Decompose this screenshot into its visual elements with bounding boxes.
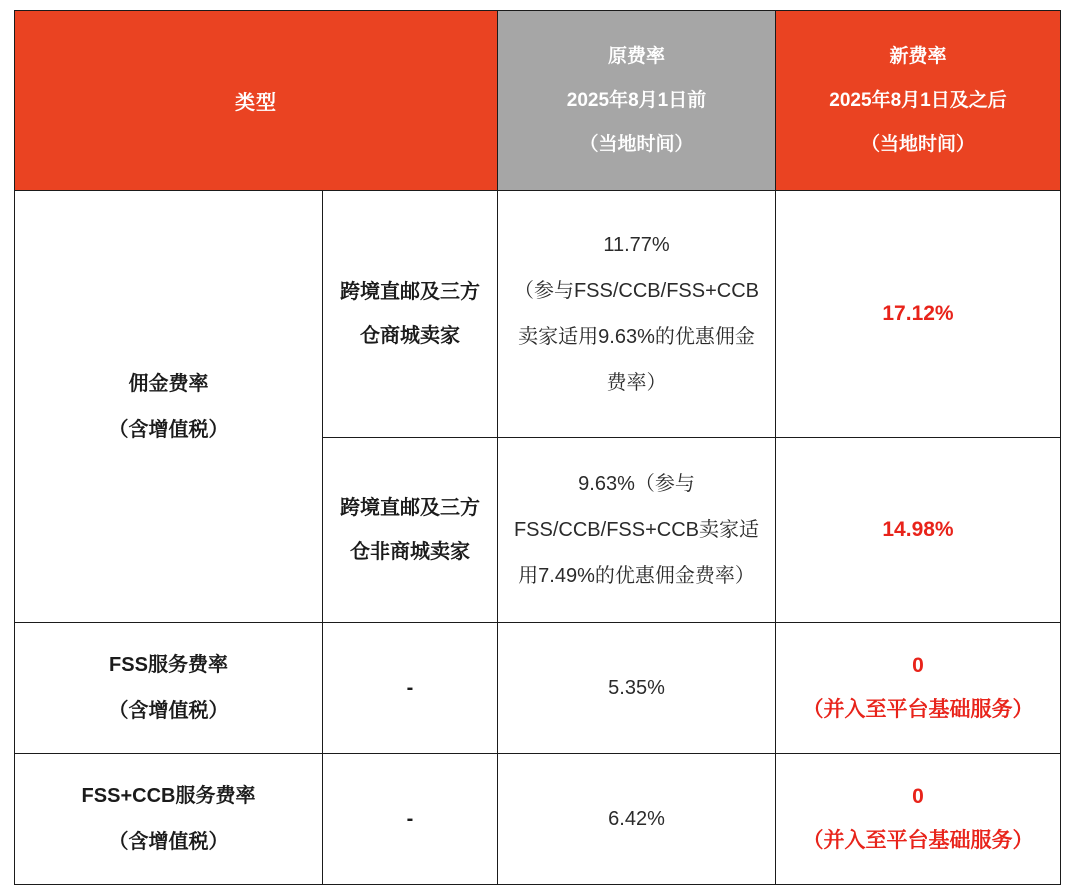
old-rate-line-3: 用7.49%的优惠佣金费率） [518,565,755,587]
header-new-rate-cell [776,11,1061,191]
subcategory-cell [323,623,498,754]
category-line-2: （含增值税） [108,418,229,441]
header-old-line-2: 2025年8月1日前 [566,89,707,111]
new-rate-line-1: 17.12% [882,302,954,325]
old-rate-line-3: 卖家适用9.63%的优惠佣金 [518,326,755,348]
old-rate-line-1: 5.35% [608,677,665,699]
header-old-line-3: （当地时间） [579,133,694,155]
subcategory-line-1: 跨境直邮及三方 [340,281,480,303]
old-rate-cell [498,754,776,885]
new-rate-line-1: 0 [912,785,924,808]
new-rate-line-2: （并入至平台基础服务） [802,829,1034,852]
subcategory-cell [323,438,498,623]
header-new-line-1: 新费率 [889,45,947,67]
new-rate-cell [776,191,1061,438]
header-type-cell [15,11,498,191]
old-rate-cell [498,623,776,754]
subcategory-line-1: 跨境直邮及三方 [340,497,480,519]
new-rate-line-1: 0 [912,654,924,677]
old-rate-line-2: （参与FSS/CCB/FSS+CCB [513,280,760,302]
category-line-1: FSS服务费率 [109,654,228,676]
subcategory-cell [323,191,498,438]
table-header-row [15,11,1061,191]
new-rate-cell [776,438,1061,623]
header-new-line-3: （当地时间） [860,133,975,155]
header-old-rate-cell [498,11,776,191]
row-category-commission [15,191,323,623]
fee-rate-table [14,10,1061,885]
old-rate-cell [498,191,776,438]
table-row [15,754,1061,885]
header-new-line-2: 2025年8月1日及之后 [829,89,1007,111]
old-rate-line-1: 11.77% [603,234,670,256]
subcategory-line-1: - [406,676,414,699]
category-line-2: （含增值税） [108,700,229,722]
table-row [15,623,1061,754]
row-category-fss [15,623,323,754]
subcategory-line-2: 仓非商城卖家 [350,541,470,563]
category-line-2: （含增值税） [108,831,229,853]
old-rate-line-4: 费率） [606,372,667,394]
header-old-line-1: 原费率 [607,45,665,67]
new-rate-line-1: 14.98% [882,518,954,541]
subcategory-cell [323,754,498,885]
new-rate-cell [776,623,1061,754]
category-line-1: FSS+CCB服务费率 [81,785,256,807]
header-type-label: 类型 [235,92,277,114]
old-rate-line-2: FSS/CCB/FSS+CCB卖家适 [513,519,760,541]
old-rate-line-1: 9.63%（参与 [578,473,695,495]
row-category-fss-ccb [15,754,323,885]
subcategory-line-2: 仓商城卖家 [360,325,460,347]
new-rate-line-2: （并入至平台基础服务） [802,698,1034,721]
subcategory-line-1: - [406,807,414,830]
old-rate-cell [498,438,776,623]
new-rate-cell [776,754,1061,885]
old-rate-line-1: 6.42% [608,808,665,830]
category-line-1: 佣金费率 [128,372,209,395]
document-page [0,10,1080,883]
table-row [15,191,1061,438]
